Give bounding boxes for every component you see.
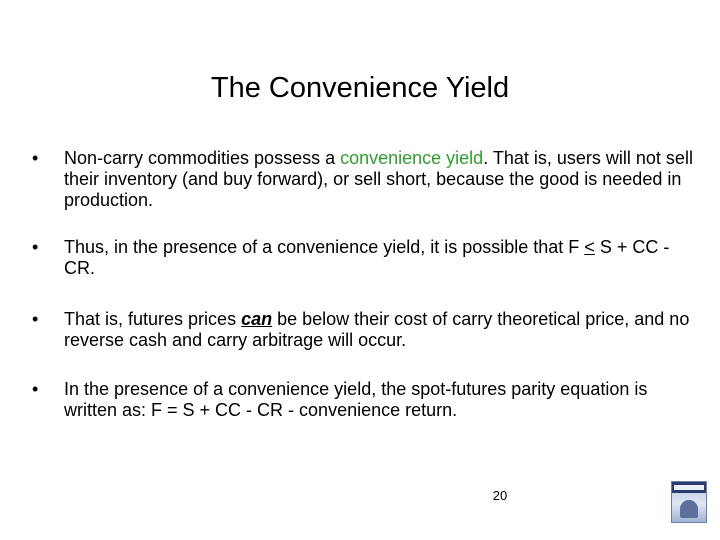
emphasized-word: can: [241, 309, 273, 329]
bullet-text: [64, 379, 702, 421]
bullet-text-part: S + CC - CR.: [64, 237, 670, 278]
bullet-dot: •: [32, 379, 39, 399]
less-than-or-equal-symbol: <: [584, 237, 595, 257]
book-cover-logo: [671, 481, 707, 523]
bullet-text: [64, 148, 702, 211]
bullet-dot: •: [32, 148, 39, 168]
bullet-text-part: . That is, users will not sell their inventory (and buy forward), or sell short, because the good is needed in production.: [64, 148, 693, 210]
bullet-item-possible-inequality: [32, 237, 702, 279]
bullet-text-part: Thus, in the presence of a convenience yield, it is possible that F: [64, 237, 585, 257]
bullet-text-part: That is, futures prices: [64, 309, 242, 329]
highlighted-term: convenience yield: [340, 148, 484, 168]
bullet-text: [64, 309, 702, 351]
logo-figure: [680, 500, 698, 518]
bullet-dot: •: [32, 237, 39, 257]
bullet-item-futures-below-cost: [32, 309, 702, 351]
page-number: 20: [492, 488, 508, 503]
bullet-text-part: In the presence of a convenience yield, the spot-futures parity equation is written as: F = S + CC - CR - convenience return.: [64, 379, 648, 420]
bullet-item-parity-equation: [32, 379, 702, 421]
bullet-item-convenience-yield: [32, 148, 702, 211]
bullet-text: [64, 237, 702, 279]
bullet-dot: •: [32, 309, 39, 329]
bullet-text-part: Non-carry commodities possess a: [64, 148, 341, 168]
slide-title: The Convenience Yield: [210, 72, 510, 104]
logo-band: [674, 485, 704, 490]
bullet-text-part: be below their cost of carry theoretical price, and no reverse cash and carry arbitrage will occur.: [64, 309, 690, 350]
